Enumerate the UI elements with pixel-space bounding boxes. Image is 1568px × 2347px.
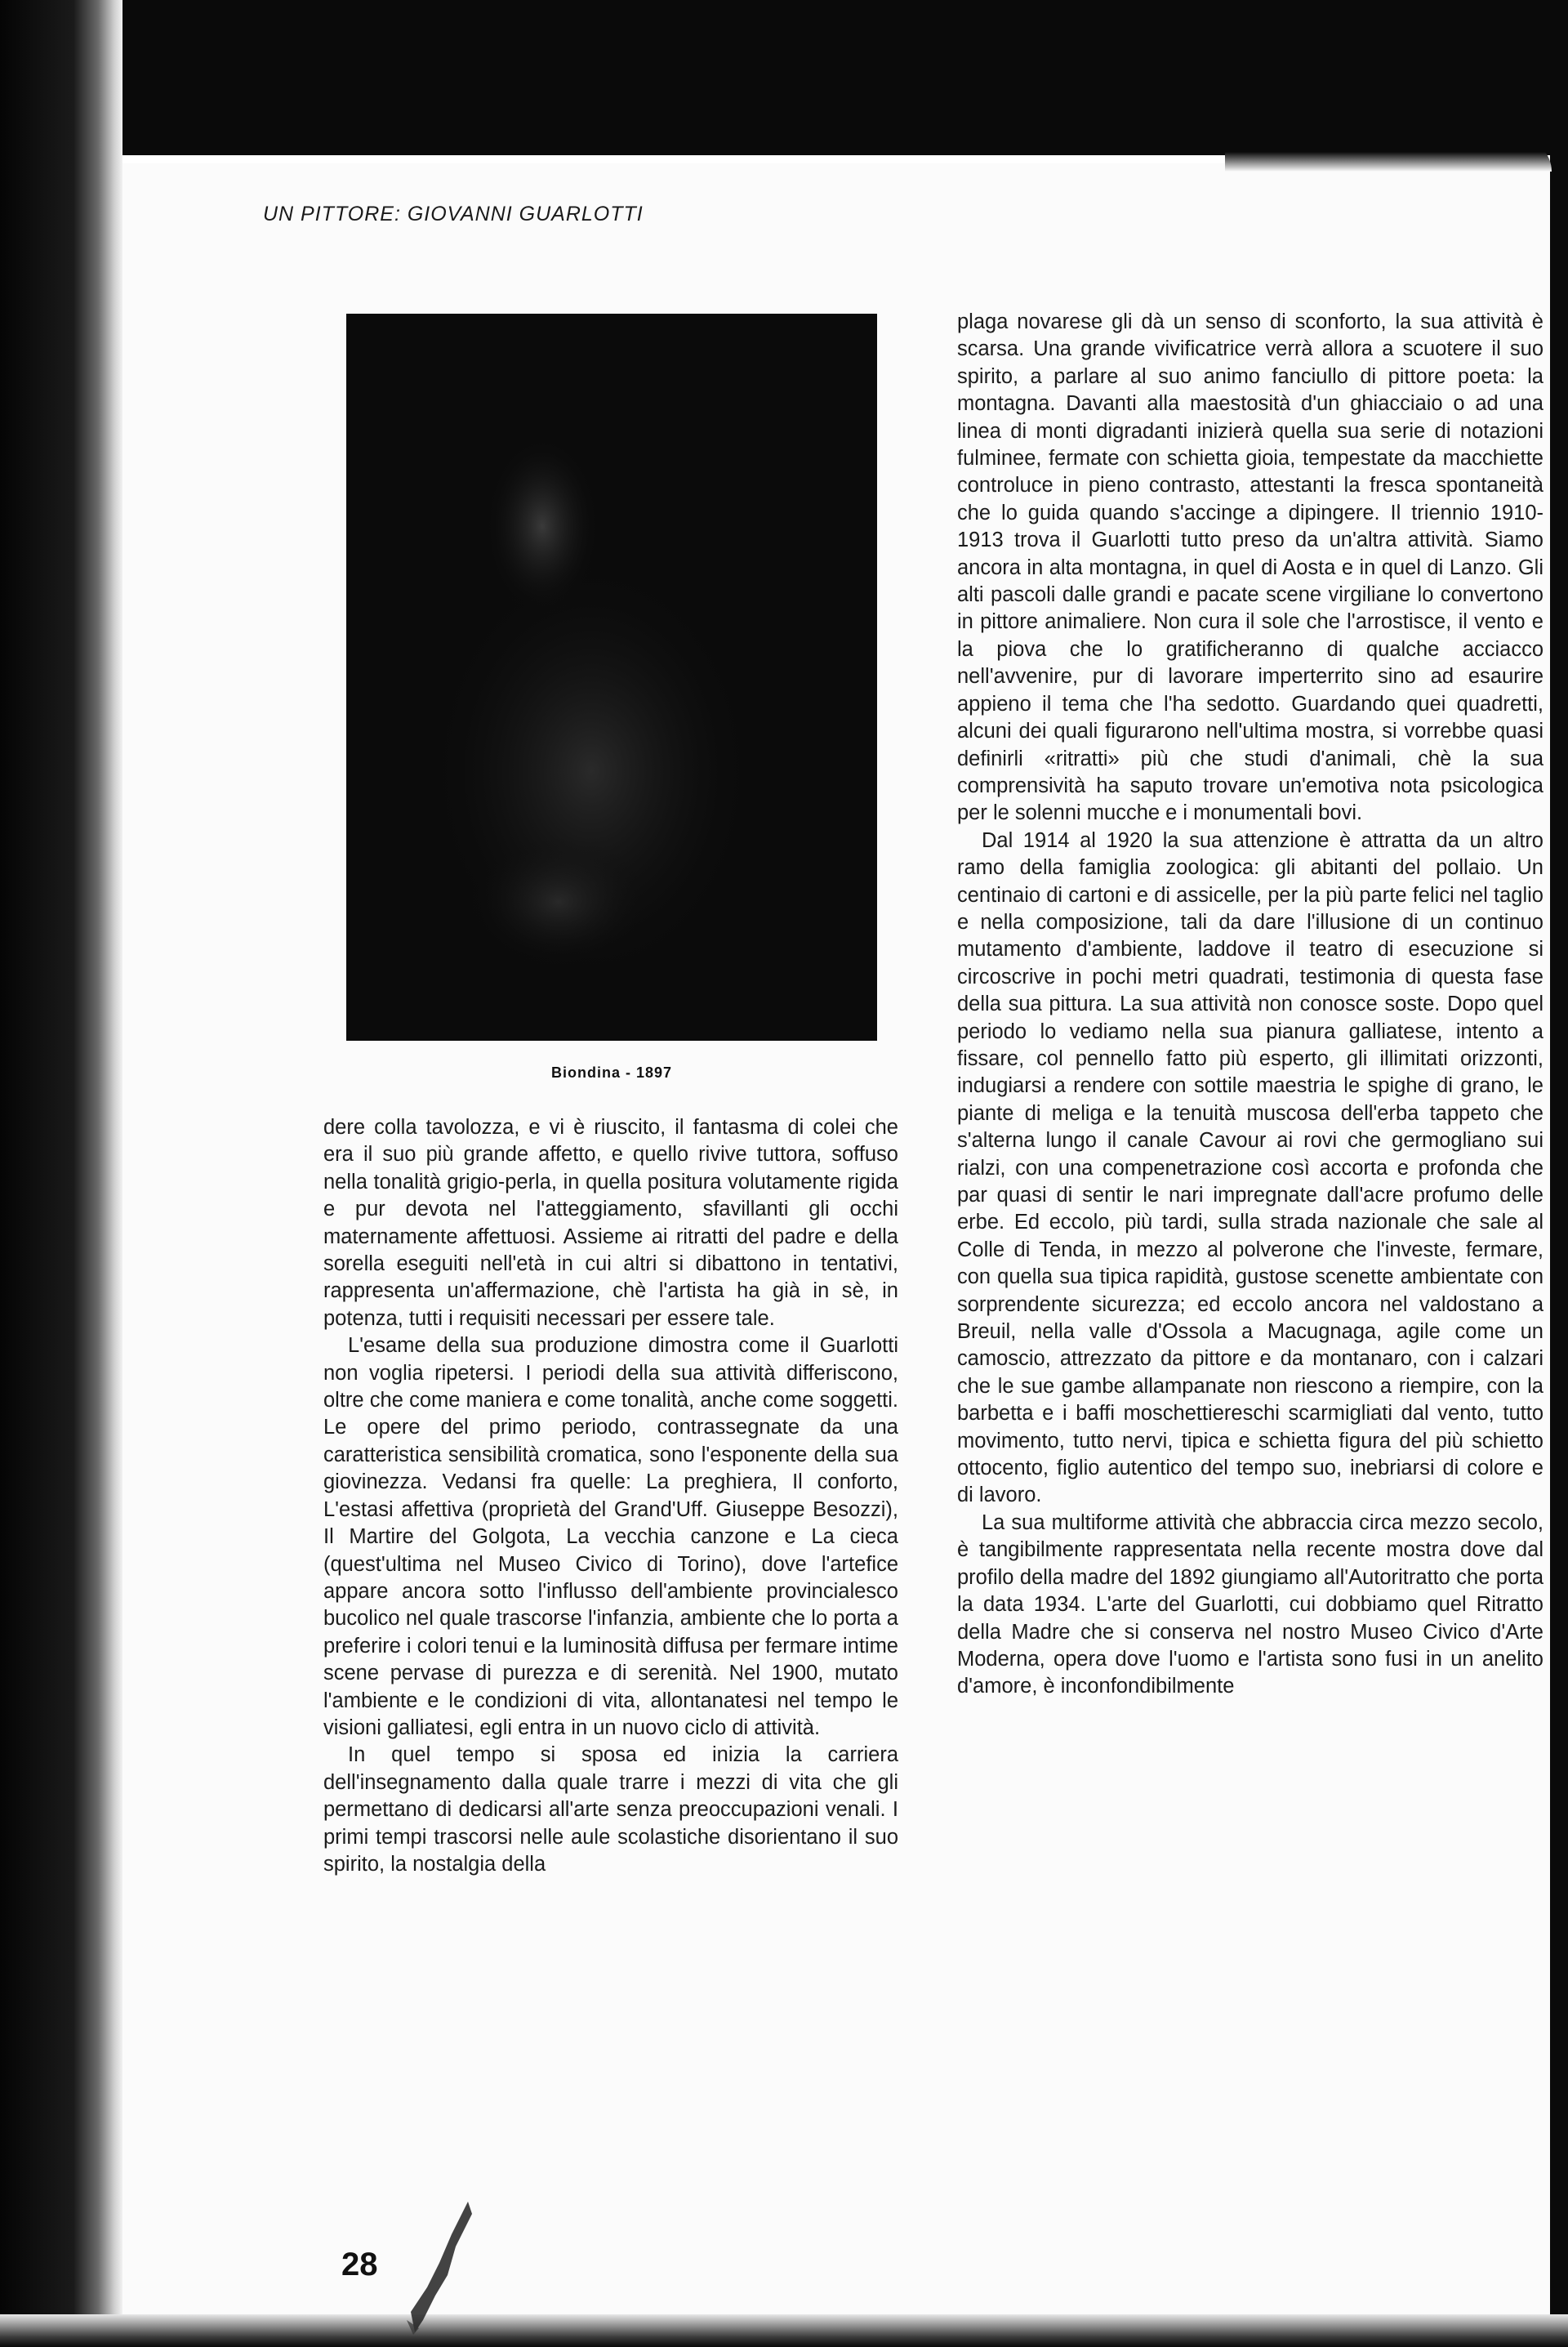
- scan-background-top: [0, 0, 1568, 155]
- paragraph: dere colla tavolozza, e vi è riuscito, il fantasma di colei che era il suo più grande affetto, e quello rivive tuttora, soffuso nella tonalità grigio-perla, in quella positura volutamente rigida e pur devota nel l'atteggiamento, sfavillanti gli occhi maternamente affettuosi. Assieme ai ritratti del padre e della sorella eseguiti nell'età in cui altri si dibattono in tentativi, rappresenta un'affermazione, chè l'artista ha già in sè, in potenza, tutti i requisiti necessari per essere tale.: [323, 1116, 898, 1330]
- paragraph: Dal 1914 al 1920 la sua attenzione è attratta da un altro ramo della famiglia zoologica: gli abitanti del pollaio. Un centinaio di cartoni e di assicelle, per la più parte felici nel taglio e nella composizione, tali da dare l'illusione di un continuo mutamento d'ambiente, laddove il teatro di esecuzione si circoscrive in pochi metri quadrati, testimonia di questa fase della sua pittura. La sua attività non conosce soste. Dopo quel periodo lo vediamo nella sua pianura galliatese, intento a fissare, col pennello fatto più esperto, gli illimitati orizzonti, indugiarsi a rendere con sottile maestria le spighe di grano, le piante di meliga e la tenuità muscosa dell'erba tappeto che s'alterna lungo il canale Cavour ai rovi che germogliano sui rialzi, con una compenetrazione così accorta e profonda che par quasi di sentir le nari impregnate dall'acre profumo delle erbe. Ed eccolo, più tardi, sulla strada nazionale che sale al Colle di Tenda, in mezzo al polverone che l'investe, fermare, con quella sua tipica rapidità, gustose scenette ambientate con sorprendente sicurezza; ed eccolo ancora nel valdostano a Breuil, nella valle d'Ossola a Macugnaga, agile come un camoscio, attrezzato da pittore e da montanaro, con i calzari che le sue gambe allampanate non riescono a riempire, con la barbetta e i baffi moschettiereschi scarmigliati dal vento, tutto movimento, tutto nervi, tipica e schietta figura del più schietto ottocento, figlio autentico del tempo suo, inebriarsi di colore e di lavoro.: [957, 828, 1544, 1507]
- running-header: UN PITTORE: GIOVANNI GUARLOTTI: [263, 203, 644, 225]
- figure-caption: Biondina - 1897: [550, 1064, 673, 1081]
- scan-background-right: [1550, 0, 1568, 2347]
- ink-smudge: [390, 2198, 488, 2336]
- page-number: 28: [341, 2247, 378, 2282]
- paragraph: plaga novarese gli dà un senso di sconforto, la sua attività è scarsa. Una grande vivificatrice verrà allora a scuotere il suo spirito, a parlare al suo animo fanciullo di pittore poeta: la montagna. Davanti alla maestosità d'un ghiacciaio o ad una linea di monti digradanti inizierà quella sua serie di notazioni fulminee, fermate con schietta gioia, tempestate da macchiette controluce in pieno contrasto, attestanti la fresca spontaneità che lo guida quando s'accinge a dipingere. Il triennio 1910-1913 trova il Guarlotti tutto preso da un'altra attività. Siamo ancora in alta montagna, in quel di Aosta e in quel di Lanzo. Gli alti pascoli dalle grandi e pacate scene virgiliane lo convertono in pittore animaliere. Non cura il sole che l'arrostisce, il vento e la piova che lo gratificheranno di qualche acciacco nell'avvenire, pur di lavorare imperterrito sino ad esaurire appieno il tema che l'ha sedotto. Guardando quei quadretti, alcuni dei quali figurarono nell'ultima mostra, si vorrebbe quasi definirli «ritratti» più che studi d'animali, chè la sua comprensività ha saputo trovare un'emotiva nota psicologica per le solenni mucche e i monumentali bovi.: [957, 310, 1544, 825]
- portrait-image: [346, 314, 877, 1041]
- text-column-right: [957, 309, 1544, 1701]
- paragraph: In quel tempo si sposa ed inizia la carriera dell'insegnamento dalla quale trarre i mezzi di vita che gli permettano di dedicarsi all'arte senza preoccupazioni venali. I primi tempi trascorsi nelle aule scolastiche disorientano il suo spirito, la nostalgia della: [323, 1743, 898, 1876]
- paragraph: La sua multiforme attività che abbraccia circa mezzo secolo, è tangibilmente rappresentata nella recente mostra dove dal profilo della madre del 1892 giungiamo all'Autoritratto che porta la data 1934. L'arte del Guarlotti, cui dobbiamo quel Ritratto della Madre che si conserva nel nostro Museo Civico d'Arte Moderna, opera dove l'uomo e l'artista sono fusi in un anelito d'amore, è inconfondibilmente: [957, 1510, 1544, 1698]
- scan-background-bottom: [0, 2314, 1568, 2347]
- portrait-photo: [346, 314, 877, 1041]
- text-column-left: [323, 1114, 898, 1878]
- page-corner-curl: [1225, 139, 1552, 172]
- book-gutter-shadow: [0, 0, 122, 2347]
- paragraph: L'esame della sua produzione dimostra come il Guarlotti non voglia ripetersi. I periodi della sua attività differiscono, oltre che come maniera e come tonalità, anche come soggetti. Le opere del primo periodo, contrassegnate da una caratteristica sensibilità cromatica, sono l'esponente della sua giovinezza. Vedansi fra quelle: La preghiera, Il conforto, L'estasi affettiva (proprietà del Grand'Uff. Giuseppe Besozzi), Il Martire del Golgota, La vecchia canzone e La cieca (quest'ultima nel Museo Civico di Torino), dove l'artefice appare ancora sotto l'influsso dell'ambiente provincialesco bucolico nel quale trascorse l'infanzia, ambiente che lo porta a preferire i colori tenui e la luminosità diffusa per fermare intime scene pervase di purezza e di serenità. Nel 1900, mutato l'ambiente e le condizioni di vita, allontanatesi nel tempo le visioni galliatesi, egli entra in un nuovo ciclo di attività.: [323, 1334, 898, 1739]
